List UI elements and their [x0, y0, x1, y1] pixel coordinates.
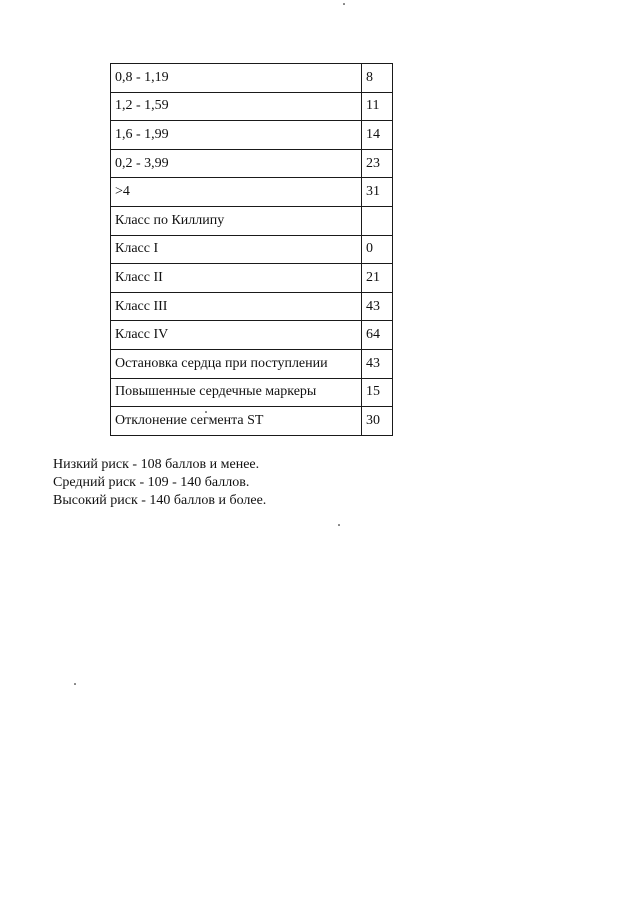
table-row — [111, 378, 393, 407]
row-score — [362, 206, 393, 235]
row-label: 1,2 - 1,59 — [111, 92, 362, 121]
table-row — [111, 178, 393, 207]
row-label: Класс II — [111, 264, 362, 293]
risk-score-table — [110, 63, 393, 436]
row-score: 21 — [362, 264, 393, 293]
row-score: 14 — [362, 121, 393, 150]
row-label: Класс IV — [111, 321, 362, 350]
medium-risk-note: Средний риск - 109 - 140 баллов. — [53, 475, 250, 490]
table-row — [111, 121, 393, 150]
row-score: 0 — [362, 235, 393, 264]
row-score: 11 — [362, 92, 393, 121]
table-row — [111, 321, 393, 350]
table-row — [111, 92, 393, 121]
risk-legend — [53, 456, 266, 510]
row-score: 30 — [362, 407, 393, 436]
scan-speck — [205, 411, 207, 413]
row-label: Класс III — [111, 292, 362, 321]
scan-speck — [74, 683, 76, 685]
row-label: Класс по Киллипу — [111, 206, 362, 235]
row-score: 43 — [362, 349, 393, 378]
high-risk-note: Высокий риск - 140 баллов и более. — [53, 493, 267, 508]
row-label: Класс I — [111, 235, 362, 264]
row-score: 64 — [362, 321, 393, 350]
row-score: 23 — [362, 149, 393, 178]
table-row — [111, 149, 393, 178]
table-row — [111, 206, 393, 235]
scan-speck — [343, 3, 345, 5]
row-label: Повышенные сердечные маркеры — [111, 378, 362, 407]
row-score: 43 — [362, 292, 393, 321]
scan-speck — [338, 524, 340, 526]
row-label: Остановка сердца при поступлении — [111, 349, 362, 378]
table-row — [111, 235, 393, 264]
table-row — [111, 64, 393, 93]
row-label: Отклонение сегмента ST — [111, 407, 362, 436]
low-risk-note: Низкий риск - 108 баллов и менее. — [53, 457, 260, 472]
table-row — [111, 292, 393, 321]
table-row — [111, 264, 393, 293]
row-label: 1,6 - 1,99 — [111, 121, 362, 150]
table-row — [111, 349, 393, 378]
row-score: 31 — [362, 178, 393, 207]
row-label: 0,2 - 3,99 — [111, 149, 362, 178]
row-score: 15 — [362, 378, 393, 407]
table-row — [111, 407, 393, 436]
row-label: >4 — [111, 178, 362, 207]
row-label: 0,8 - 1,19 — [111, 64, 362, 93]
row-score: 8 — [362, 64, 393, 93]
